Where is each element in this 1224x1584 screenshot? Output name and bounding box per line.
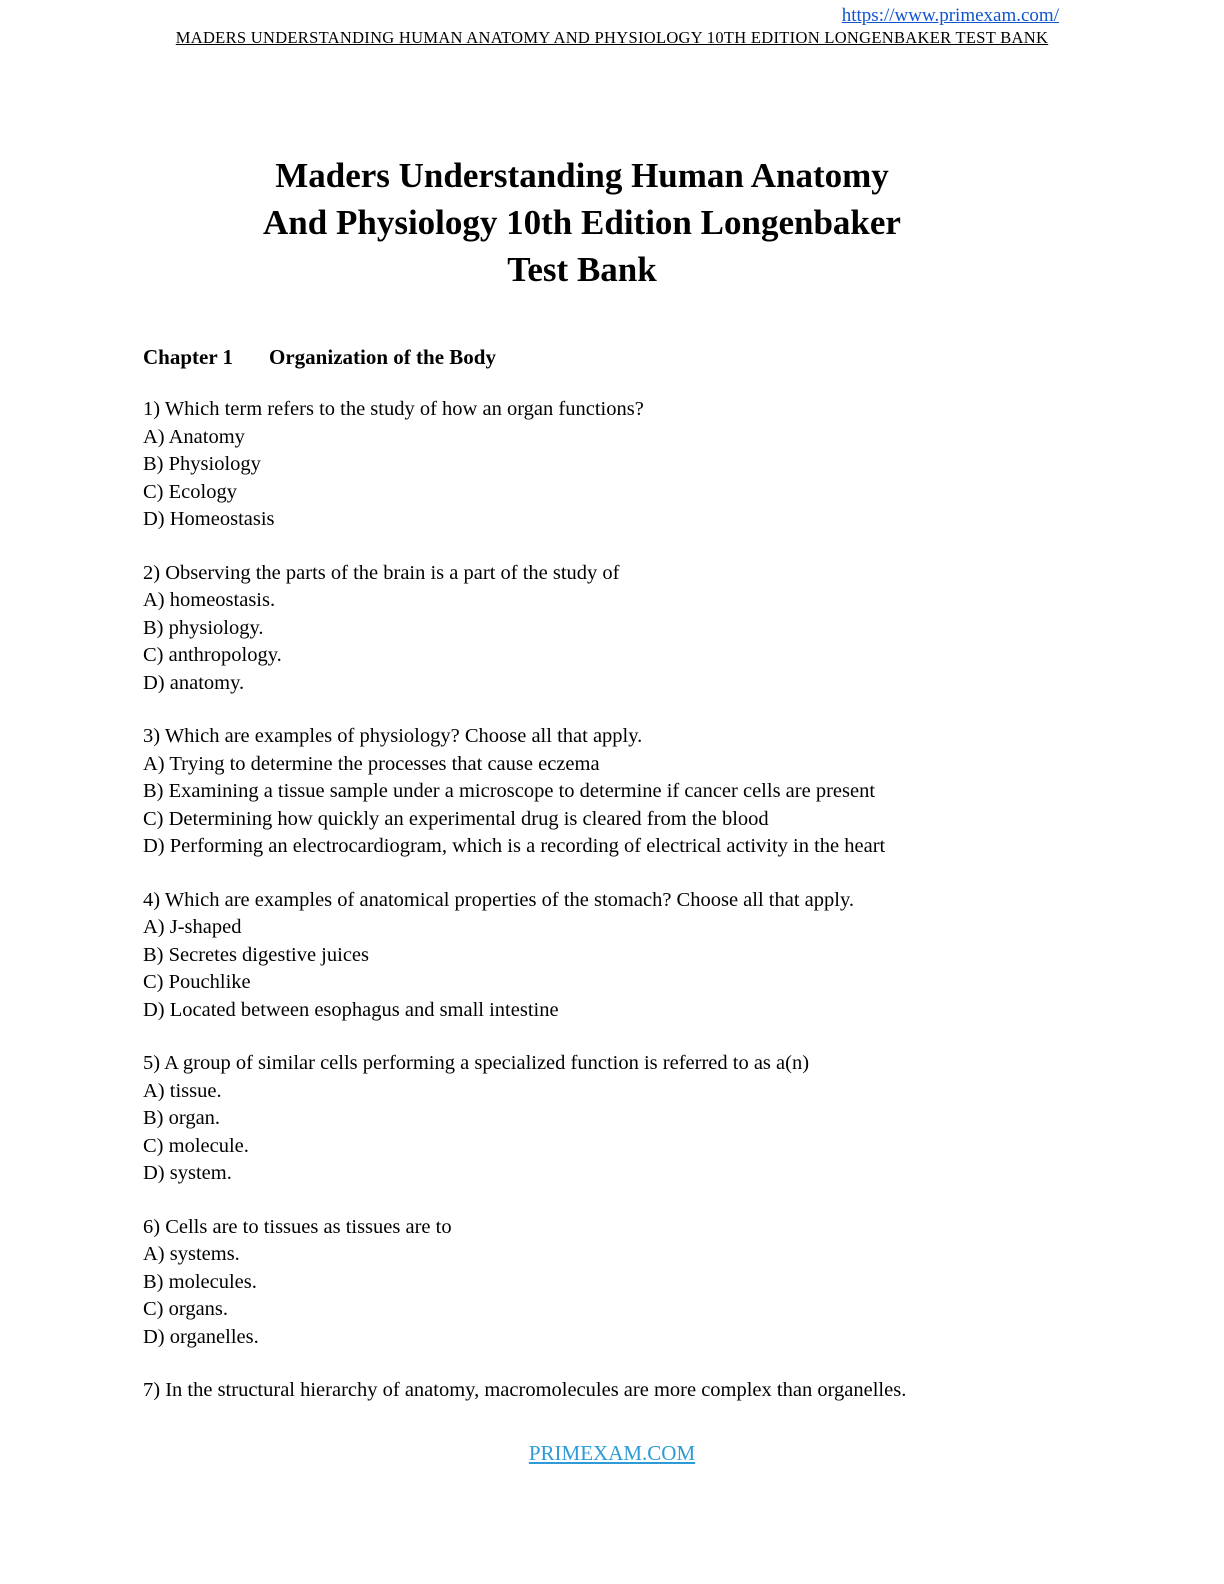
- question-stem: 6) Cells are to tissues as tissues are to: [143, 1215, 452, 1238]
- header-banner-text: MADERS UNDERSTANDING HUMAN ANATOMY AND PHYSIOLOGY 10TH EDITION LONGENBAKER TEST BANK: [175, 28, 1049, 47]
- answer-option: A) tissue.: [143, 1079, 222, 1102]
- answer-option: B) Physiology: [143, 453, 261, 475]
- answer-option: A) Trying to determine the processes that cause eczema: [143, 752, 600, 775]
- answer-option: B) organ.: [143, 1107, 221, 1129]
- answer-option: C) Determining how quickly an experimental drug is cleared from the blood: [143, 807, 769, 830]
- question-stem: 1) Which term refers to the study of how an organ functions?: [143, 398, 644, 420]
- answer-option: B) physiology.: [143, 616, 264, 639]
- page-footer: [0, 1441, 1224, 1466]
- question-stem: 2) Observing the parts of the brain is a part of the study of: [143, 561, 620, 584]
- answer-option: C) Pouchlike: [143, 971, 251, 993]
- header-url-link[interactable]: https://www.primexam.com/: [841, 5, 1059, 26]
- answer-option: D) organelles.: [143, 1325, 259, 1348]
- question-block-6: [143, 1214, 1114, 1352]
- answer-option: A) J-shaped: [143, 916, 242, 938]
- answer-option: D) anatomy.: [143, 671, 245, 694]
- question-block-2: [143, 560, 1114, 698]
- answer-option: D) Homeostasis: [143, 508, 275, 530]
- footer-link[interactable]: PRIMEXAM.COM: [528, 1441, 696, 1465]
- answer-option: D) Located between esophagus and small intestine: [143, 998, 559, 1021]
- answer-option: D) system.: [143, 1162, 232, 1184]
- chapter-label: Chapter 1: [143, 345, 234, 369]
- answer-option: C) molecule.: [143, 1134, 249, 1157]
- chapter-title: Organization of the Body: [269, 345, 496, 369]
- answer-option: B) Secretes digestive juices: [143, 943, 370, 966]
- page-header: [0, 0, 1224, 48]
- title-line-3: Test Bank: [507, 250, 657, 289]
- question-block-1: [143, 396, 1114, 534]
- question-block-4: [143, 887, 1114, 1025]
- question-block-7: [143, 1377, 1114, 1405]
- question-block-3: [143, 723, 1114, 861]
- answer-option: C) anthropology.: [143, 644, 282, 666]
- answer-option: A) Anatomy: [143, 425, 245, 448]
- chapter-heading: [143, 345, 1224, 370]
- question-stem: 4) Which are examples of anatomical properties of the stomach? Choose all that apply.: [143, 888, 854, 911]
- answer-option: A) systems.: [143, 1243, 240, 1265]
- answer-option: C) organs.: [143, 1298, 229, 1320]
- answer-option: B) Examining a tissue sample under a microscope to determine if cancer cells are present: [143, 780, 876, 802]
- answer-option: A) homeostasis.: [143, 589, 276, 611]
- header-url-row: [0, 5, 1224, 27]
- answer-option: D) Performing an electrocardiogram, which is a recording of electrical activity in the heart: [143, 835, 886, 857]
- question-stem: 3) Which are examples of physiology? Choose all that apply.: [143, 725, 643, 747]
- title-line-2: And Physiology 10th Edition Longenbaker: [263, 203, 901, 242]
- header-banner: [0, 28, 1224, 48]
- question-stem: 5) A group of similar cells performing a specialized function is referred to as a(n): [143, 1052, 810, 1074]
- question-block-5: [143, 1050, 1114, 1188]
- title-line-1: Maders Understanding Human Anatomy: [275, 156, 889, 195]
- question-list: [143, 396, 1114, 1405]
- document-title: [0, 152, 1224, 293]
- question-stem: 7) In the structural hierarchy of anatomy, macromolecules are more complex than organelles.: [143, 1379, 907, 1401]
- answer-option: C) Ecology: [143, 480, 237, 503]
- answer-option: B) molecules.: [143, 1270, 257, 1293]
